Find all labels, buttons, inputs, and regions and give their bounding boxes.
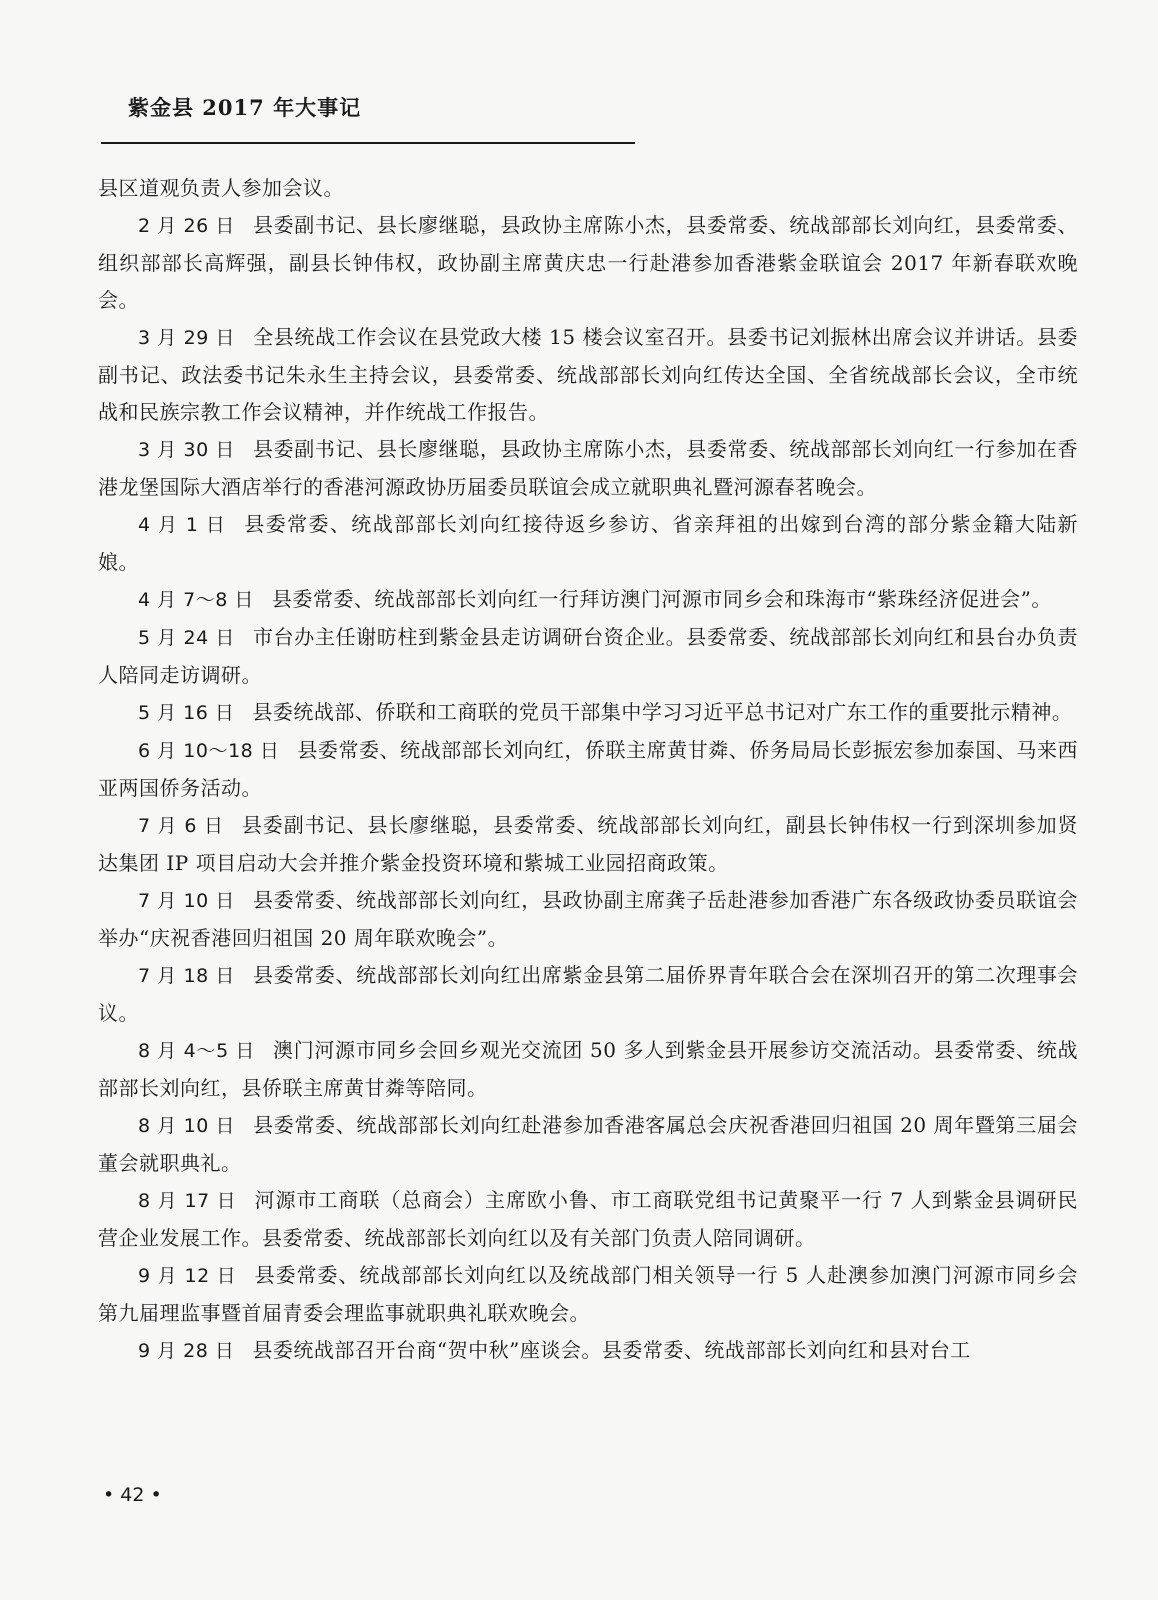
- entry-date: 4 月 7～8 日: [138, 589, 254, 611]
- entry-date: 7 月 18 日: [138, 965, 236, 987]
- entry-date: 8 月 17 日: [138, 1190, 237, 1212]
- entry-paragraph: [98, 1182, 1078, 1257]
- entry-date: 5 月 24 日: [138, 627, 236, 649]
- entry-text: 县委常委、统战部部长刘向红赴港参加香港客属总会庆祝香港回归祖国 20 周年暨第三届会董会就职典礼。: [98, 1113, 1078, 1175]
- page-number: • 42 •: [103, 1484, 162, 1506]
- entry-date: 6 月 10～18 日: [138, 740, 280, 762]
- lead-paragraph: 县区道观负责人参加会议。: [98, 176, 344, 200]
- entry-date: 8 月 10 日: [138, 1115, 236, 1137]
- entry-date: 8 月 4～5 日: [138, 1040, 256, 1062]
- entry-text: 县委常委、统战部部长刘向红，县政协副主席龚子岳赴港参加香港广东各级政协委员联谊会举办“庆祝香港回归祖国 20 周年联欢晚会”。: [98, 888, 1079, 950]
- entry-date: 7 月 6 日: [138, 815, 224, 837]
- entry-text: 县委常委、统战部部长刘向红，侨联主席黄甘粦、侨务局局长彭振宏参加泰国、马来西亚两国侨务活动。: [98, 738, 1079, 800]
- entry-paragraph: [98, 1032, 1078, 1107]
- entry-date: 9 月 28 日: [138, 1340, 235, 1362]
- entry-paragraph: [98, 882, 1078, 957]
- header-rule: [101, 142, 635, 144]
- entry-paragraph: [98, 207, 1078, 319]
- entry-text: 县委常委、统战部部长刘向红接待返乡参访、省亲拜祖的出嫁到台湾的部分紫金籍大陆新娘。: [98, 512, 1078, 574]
- entry-paragraph: [98, 732, 1078, 807]
- entry-paragraph: [98, 619, 1078, 694]
- entry-text: 县委统战部召开台商“贺中秋”座谈会。县委常委、统战部部长刘向红和县对台工: [252, 1338, 971, 1362]
- entry-date: 4 月 1 日: [138, 514, 227, 536]
- page-body: [98, 170, 1078, 1370]
- entry-paragraph: [98, 319, 1078, 431]
- entry-text: 县委常委、统战部部长刘向红出席紫金县第二届侨界青年联合会在深圳召开的第二次理事会议。: [98, 963, 1079, 1025]
- entry-paragraph: [98, 581, 1078, 619]
- entry-text: 河源市工商联（总商会）主席欧小鲁、市工商联党组书记黄聚平一行 7 人到紫金县调研民营企业发展工作。县委常委、统战部部长刘向红以及有关部门负责人陪同调研。: [98, 1188, 1078, 1250]
- entry-paragraph: [98, 1107, 1078, 1182]
- entry-paragraph: [98, 1332, 1078, 1370]
- entry-date: 9 月 12 日: [138, 1265, 237, 1287]
- entry-paragraph: [98, 1257, 1078, 1332]
- entry-paragraph: [98, 807, 1078, 882]
- entry-text: 县委副书记、县长廖继聪，县委常委、统战部部长刘向红，副县长钟伟权一行到深圳参加贤达集团 IP 项目启动大会并推介紫金投资环境和紫城工业园招商政策。: [98, 813, 1079, 875]
- entry-date: 2 月 26 日: [138, 215, 236, 237]
- entry-date: 3 月 29 日: [138, 327, 236, 349]
- entry-date: 7 月 10 日: [138, 890, 236, 912]
- entry-list: [98, 207, 1078, 1370]
- entry-date: 3 月 30 日: [138, 439, 236, 461]
- entry-text: 澳门河源市同乡会回乡观光交流团 50 多人到紫金县开展参访交流活动。县委常委、统战部部长刘向红，县侨联主席黄甘粦等陪同。: [98, 1038, 1078, 1100]
- entry-date: 5 月 16 日: [138, 702, 235, 724]
- entry-text: 县委副书记、县长廖继聪，县政协主席陈小杰，县委常委、统战部部长刘向红一行参加在香港龙堡国际大酒店举行的香港河源政协历届委员联谊会成立就职典礼暨河源春茗晚会。: [98, 437, 1079, 499]
- entry-text: 县委常委、统战部部长刘向红以及统战部门相关领导一行 5 人赴澳参加澳门河源市同乡会第九届理监事暨首届青委会理监事就职典礼联欢晚会。: [98, 1263, 1078, 1325]
- running-header: 紫金县 2017 年大事记: [128, 95, 362, 120]
- entry-paragraph: [98, 431, 1078, 506]
- entry-text: 市台办主任谢昉柱到紫金县走访调研台资企业。县委常委、统战部部长刘向红和县台办负责人陪同走访调研。: [98, 625, 1079, 687]
- entry-text: 全县统战工作会议在县党政大楼 15 楼会议室召开。县委书记刘振林出席会议并讲话。县委副书记、政法委书记朱永生主持会议，县委常委、统战部部长刘向红传达全国、全省统战部长会议，全市统战和民族宗教工作会议精神，并作统战工作报告。: [98, 325, 1078, 424]
- entry-paragraph: [98, 694, 1078, 732]
- entry-text: 县委常委、统战部部长刘向红一行拜访澳门河源市同乡会和珠海市“紫珠经济促进会”。: [271, 587, 1052, 611]
- entry-paragraph: [98, 957, 1078, 1032]
- entry-paragraph: [98, 506, 1078, 581]
- entry-text: 县委副书记、县长廖继聪，县政协主席陈小杰，县委常委、统战部部长刘向红，县委常委、组织部部长高辉强，副县长钟伟权，政协副主席黄庆忠一行赴港参加香港紫金联谊会 2017 年新春联欢晚会。: [98, 213, 1079, 312]
- entry-text: 县委统战部、侨联和工商联的党员干部集中学习习近平总书记对广东工作的重要批示精神。: [252, 700, 1073, 724]
